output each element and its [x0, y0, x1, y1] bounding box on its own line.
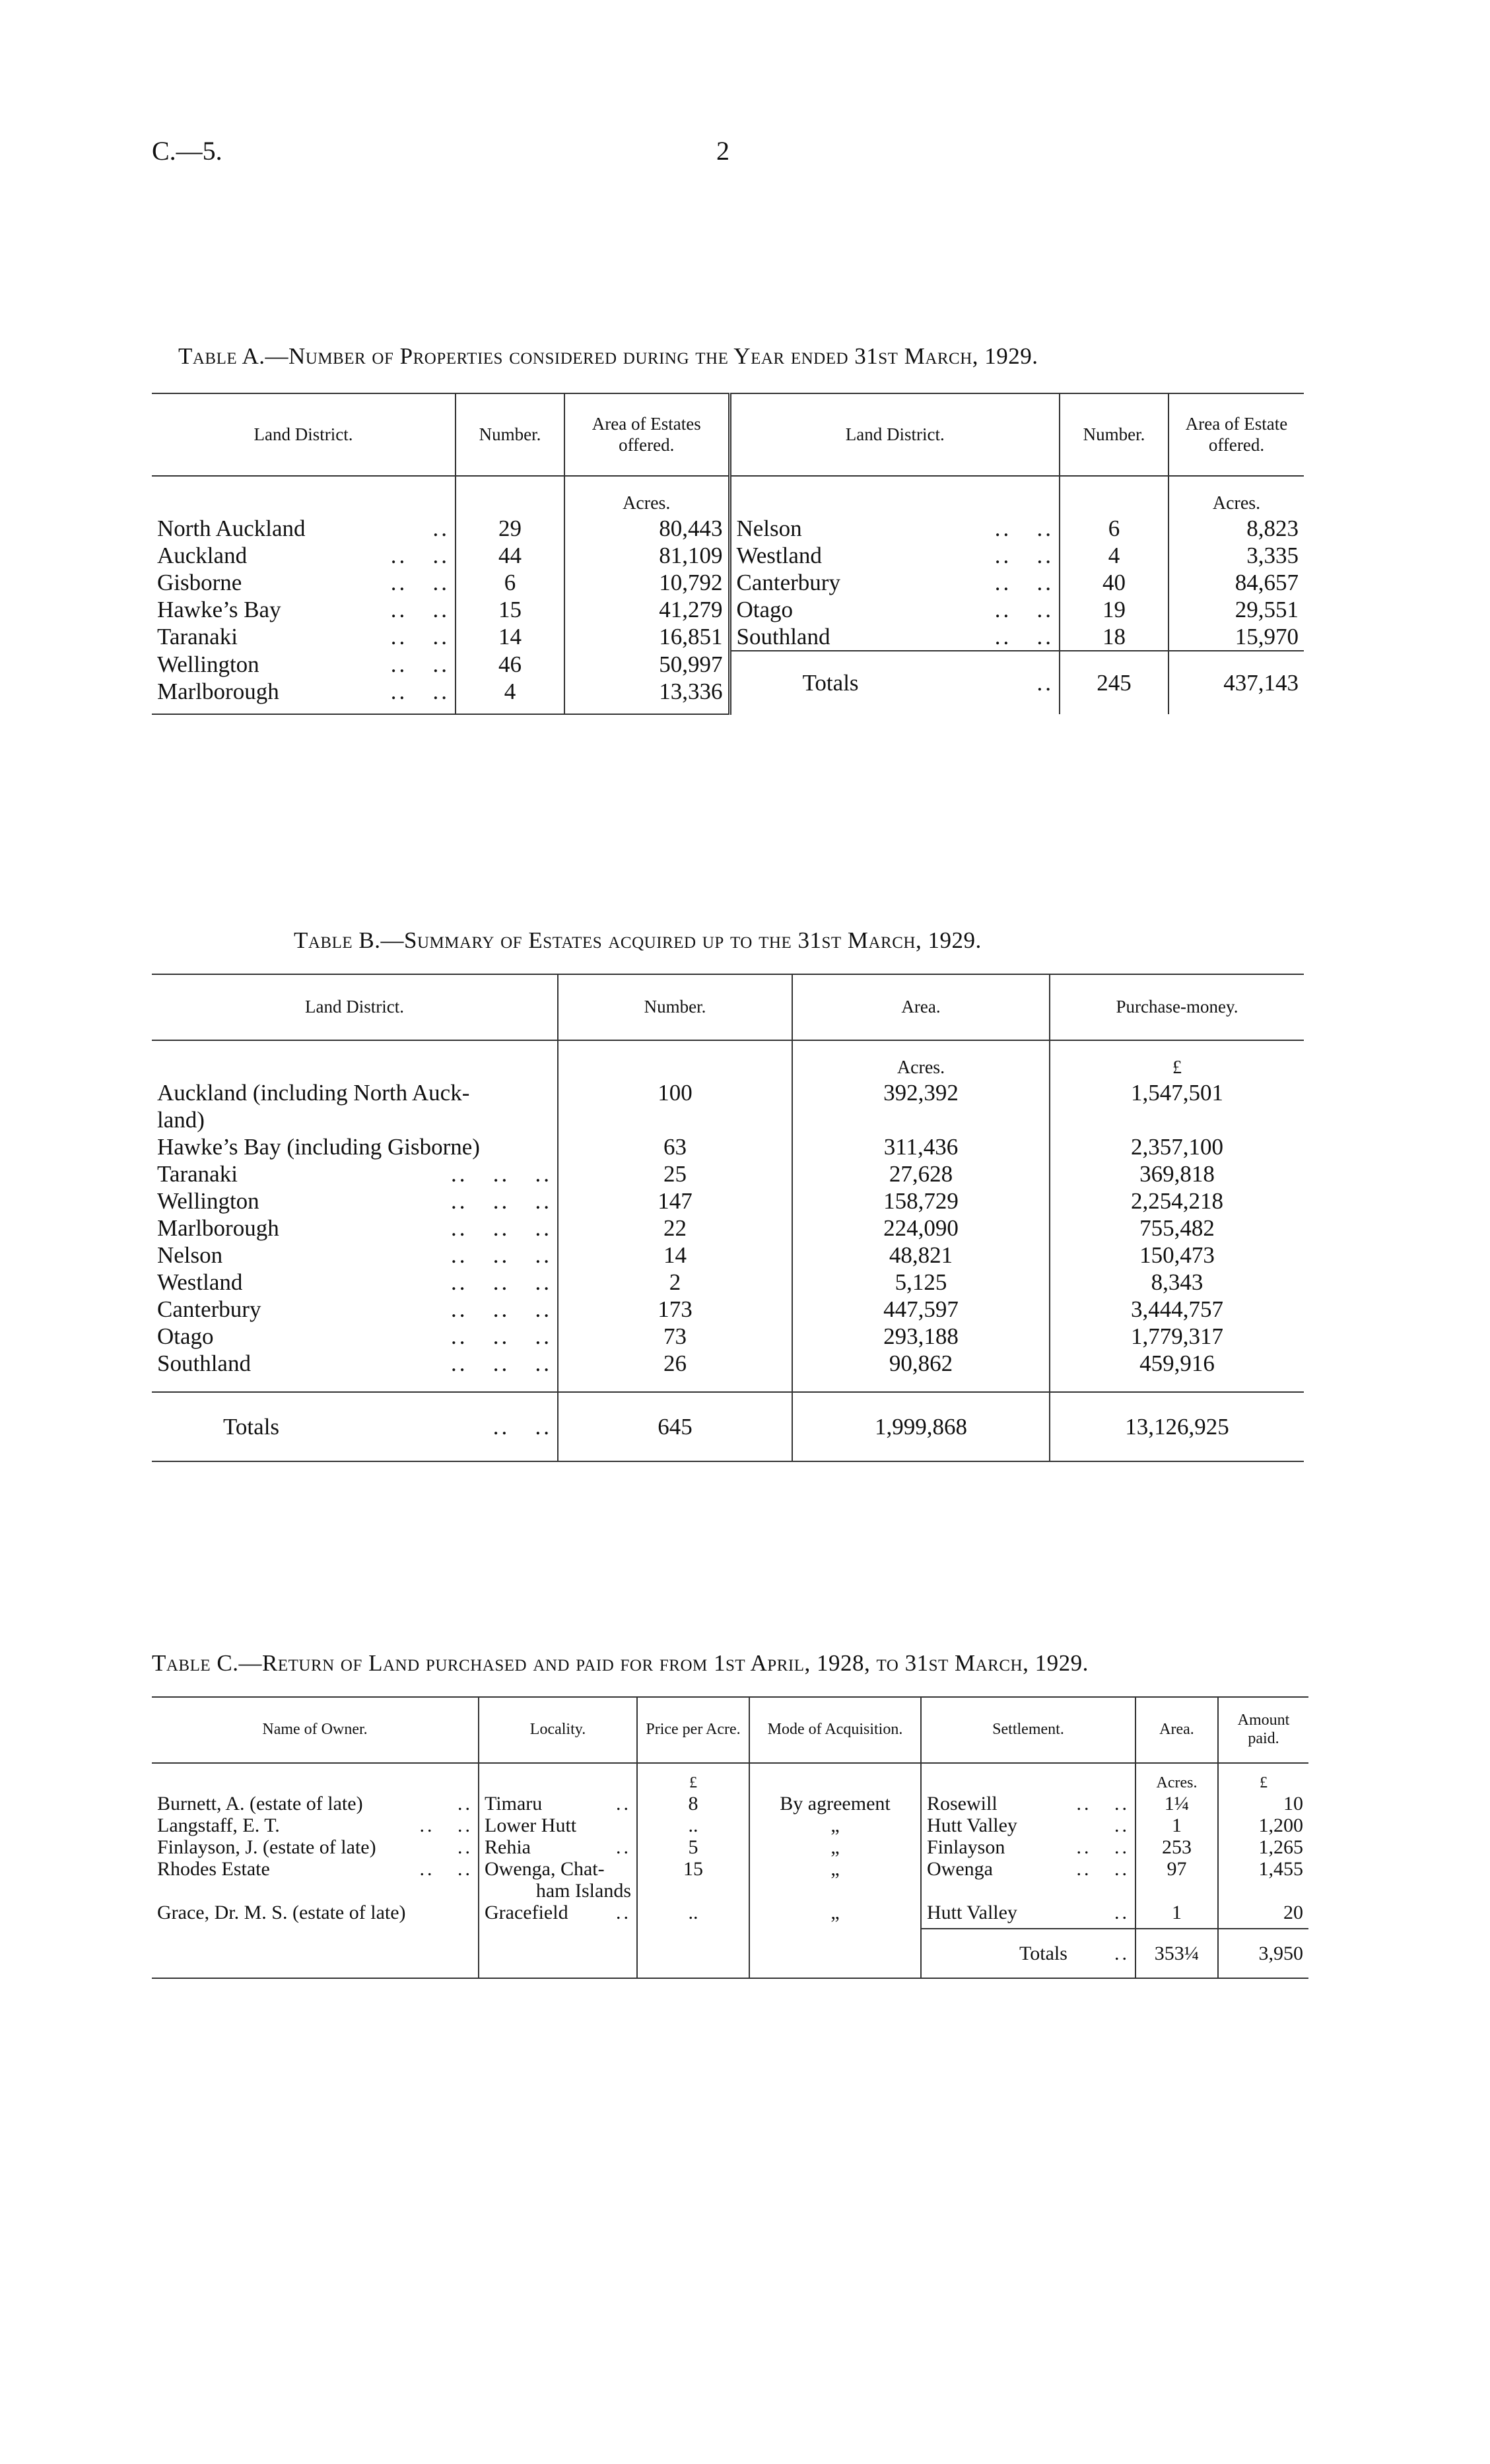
header-amount: Amount paid. — [1218, 1697, 1308, 1763]
area-cell: 1 — [1135, 1902, 1218, 1929]
area-cell: 392,392 — [792, 1079, 1050, 1106]
number-cell: 4 — [1060, 542, 1168, 569]
area-cell: 41,279 — [564, 596, 729, 623]
header-purchase-money: Purchase-money. — [1050, 974, 1304, 1040]
settlement-name: Owenga — [927, 1858, 993, 1880]
district-name: Hawke’s Bay (including Gisborne) — [157, 1134, 480, 1160]
table-a-header-row — [152, 393, 1304, 476]
purchase-cell: 1,779,317 — [1131, 1323, 1223, 1349]
number-cell: 100 — [558, 1079, 792, 1106]
purchase-cell: 2,254,218 — [1131, 1188, 1223, 1214]
table-row — [152, 1880, 1308, 1902]
purchase-cell: 150,473 — [1139, 1242, 1215, 1268]
header-mode: Mode of Acquisition. — [749, 1697, 921, 1763]
unit-label: £ — [1172, 1057, 1182, 1078]
locality-name: Owenga, Chat- — [485, 1858, 605, 1880]
settlement-name: Hutt Valley — [927, 1815, 1017, 1836]
area-cell: 27,628 — [792, 1160, 1050, 1187]
table-b — [152, 974, 1304, 1462]
district-name: Otago — [736, 597, 794, 622]
number-cell: 147 — [558, 1187, 792, 1215]
district-name: Wellington — [157, 651, 259, 677]
table-c-caption: Table C.—Return of Land purchased and paid for from 1st April, 1928, to 31st March, 1929. — [152, 1650, 1089, 1676]
district-name: Southland — [736, 624, 830, 649]
mode-cell: By agreement — [749, 1793, 921, 1815]
number-cell: 2 — [558, 1269, 792, 1296]
price-cell: 5 — [637, 1836, 749, 1858]
unit-label: £ — [637, 1763, 749, 1793]
table-row: Canterbury .. .. .. 173 447,597 3,444,757 — [152, 1296, 1304, 1323]
table-row: Wellington .. .. 46 50,997 Totals .. 245 437,143 — [152, 651, 1304, 678]
area-cell: 8,823 — [1246, 516, 1299, 541]
area-cell: 1¼ — [1135, 1793, 1218, 1815]
amount-cell: 10 — [1283, 1793, 1303, 1815]
purchase-cell: 755,482 — [1139, 1215, 1215, 1241]
document-reference: C.—5. — [152, 136, 222, 166]
area-cell: 224,090 — [792, 1215, 1050, 1242]
amount-cell: 20 — [1218, 1902, 1308, 1929]
table-row: Finlayson, J. (estate of late) .. Rehia .. 5 „ Finlayson .. .. 253 1,265 — [152, 1836, 1308, 1858]
locality-name: Timaru — [485, 1793, 543, 1815]
header-area: Area. — [792, 974, 1050, 1040]
table-row — [152, 1040, 1304, 1079]
number-cell: 26 — [558, 1350, 792, 1392]
number-cell: 44 — [456, 542, 564, 569]
table-row: Marlborough .. .. 4 13,336 — [152, 678, 1304, 714]
area-cell: 97 — [1135, 1858, 1218, 1880]
district-name: Canterbury — [157, 1296, 261, 1322]
unit-label: Acres. — [1212, 493, 1261, 514]
district-name: Canterbury — [736, 570, 840, 595]
district-name: Gisborne — [157, 570, 242, 595]
table-row: Burnett, A. (estate of late) .. Timaru .. 8 By agreement Rosewill .. .. 1¼ 10 — [152, 1793, 1308, 1815]
purchase-cell: 8,343 — [1151, 1269, 1203, 1295]
totals-amount: 3,950 — [1218, 1929, 1308, 1978]
unit-label: Acres. — [564, 476, 729, 515]
number-cell: 6 — [1060, 515, 1168, 542]
district-name: Otago — [157, 1323, 214, 1349]
price-cell: 8 — [637, 1793, 749, 1815]
table-row: Taranaki .. .. 14 16,851 Southland .. .. 18 15,970 — [152, 623, 1304, 651]
purchase-cell: 3,444,757 — [1131, 1296, 1223, 1322]
purchase-cell: 1,547,501 — [1131, 1080, 1223, 1106]
owner-name: Grace, Dr. M. S. (estate of late) — [157, 1902, 406, 1923]
area-cell: 5,125 — [792, 1269, 1050, 1296]
district-name: Wellington — [157, 1188, 259, 1214]
area-cell: 311,436 — [792, 1133, 1050, 1160]
price-cell: .. — [637, 1902, 749, 1929]
table-c — [152, 1696, 1308, 1979]
number-cell: 6 — [456, 569, 564, 596]
mode-cell: „ — [749, 1902, 921, 1929]
header-settlement: Settlement. — [921, 1697, 1135, 1763]
area-cell: 253 — [1135, 1836, 1218, 1858]
locality-name: Rehia — [485, 1836, 531, 1858]
purchase-cell: 369,818 — [1139, 1161, 1215, 1187]
table-row: Grace, Dr. M. S. (estate of late) Gracefield .. .. „ Hutt Valley .. 1 20 — [152, 1902, 1308, 1929]
amount-cell: 1,200 — [1258, 1815, 1303, 1836]
number-cell: 15 — [456, 596, 564, 623]
area-cell: 48,821 — [792, 1242, 1050, 1269]
totals-number: 245 — [1060, 651, 1168, 714]
area-cell: 50,997 — [564, 651, 729, 678]
table-b-header-row — [152, 974, 1304, 1040]
header-owner: Name of Owner. — [152, 1697, 479, 1763]
area-cell: 3,335 — [1246, 543, 1299, 568]
totals-area: 353¼ — [1135, 1929, 1218, 1978]
totals-area: 437,143 — [1223, 670, 1299, 696]
table-row — [152, 1133, 1304, 1160]
table-row: Rhodes Estate .. .. Owenga, Chat- 15 „ Owenga .. .. 97 1,455 — [152, 1858, 1308, 1880]
totals-label: Totals — [223, 1414, 280, 1440]
number-cell: 29 — [456, 515, 564, 542]
district-name: Nelson — [157, 1242, 223, 1268]
header-land-district: Land District. — [152, 974, 558, 1040]
area-cell: 80,443 — [564, 515, 729, 542]
totals-label: Totals — [1019, 1943, 1067, 1964]
district-name: Auckland — [157, 543, 248, 568]
table-row: Hawke’s Bay .. .. 15 41,279 Otago .. .. 19 29,551 — [152, 596, 1304, 623]
locality-name-cont: ham Islands — [479, 1880, 637, 1902]
number-cell: 40 — [1060, 569, 1168, 596]
area-cell: 81,109 — [564, 542, 729, 569]
number-cell: 173 — [558, 1296, 792, 1323]
table-row: Langstaff, E. T. .. .. Lower Hutt .. „ Hutt Valley .. 1 1,200 — [152, 1815, 1308, 1836]
locality-name: Gracefield — [485, 1902, 568, 1923]
settlement-name: Finlayson — [927, 1836, 1005, 1858]
unit-label: Acres. — [792, 1040, 1050, 1079]
area-cell: 158,729 — [792, 1187, 1050, 1215]
header-land-district: Land District. — [152, 393, 456, 476]
mode-cell: „ — [749, 1858, 921, 1880]
number-cell: 14 — [456, 623, 564, 651]
totals-purchase: 13,126,925 — [1050, 1392, 1304, 1461]
totals-number: 645 — [558, 1392, 792, 1461]
table-a — [152, 393, 1304, 715]
area-cell: 16,851 — [564, 623, 729, 651]
table-row: Otago .. .. .. 73 293,188 1,779,317 — [152, 1323, 1304, 1350]
totals-area: 1,999,868 — [792, 1392, 1050, 1461]
table-a-caption: Table A.—Number of Properties considered during the Year ended 31st March, 1929. — [178, 343, 1038, 369]
area-cell: 1 — [1135, 1815, 1218, 1836]
table-row: Nelson .. .. .. 14 48,821 150,473 — [152, 1242, 1304, 1269]
header-number: Number. — [456, 393, 564, 476]
owner-name: Rhodes Estate — [157, 1858, 270, 1880]
page-header — [152, 135, 1307, 175]
number-cell: 73 — [558, 1323, 792, 1350]
table-row: Westland .. .. .. 2 5,125 8,343 — [152, 1269, 1304, 1296]
owner-name: Burnett, A. (estate of late) — [157, 1793, 363, 1815]
owner-name: Langstaff, E. T. — [157, 1815, 280, 1836]
unit-label: £ — [1260, 1774, 1268, 1791]
table-row: Wellington .. .. .. 147 158,729 2,254,218 — [152, 1187, 1304, 1215]
locality-name: Lower Hutt — [485, 1815, 577, 1836]
settlement-name: Rosewill — [927, 1793, 998, 1815]
settlement-name: Hutt Valley — [927, 1902, 1017, 1923]
unit-label: Acres. — [1135, 1763, 1218, 1793]
area-cell: 447,597 — [792, 1296, 1050, 1323]
district-name: Westland — [157, 1269, 243, 1295]
number-cell: 46 — [456, 651, 564, 678]
number-cell: 14 — [558, 1242, 792, 1269]
district-name: Marlborough — [157, 679, 279, 704]
header-area: Area. — [1135, 1697, 1218, 1763]
district-name: Nelson — [736, 516, 802, 541]
table-row — [152, 1763, 1308, 1793]
amount-cell: 1,265 — [1258, 1836, 1303, 1858]
area-cell: 293,188 — [792, 1323, 1050, 1350]
page-number: 2 — [716, 136, 729, 166]
table-row — [152, 476, 1304, 515]
table-row — [152, 1079, 1304, 1106]
table-c-totals-row: Totals .. 353¼ 3,950 — [152, 1929, 1308, 1978]
area-cell: 29,551 — [1235, 597, 1299, 622]
table-c-header-row — [152, 1697, 1308, 1763]
header-locality: Locality. — [479, 1697, 637, 1763]
district-name: Auckland (including North Auck- — [157, 1080, 470, 1106]
table-row: Taranaki .. .. .. 25 27,628 369,818 — [152, 1160, 1304, 1187]
header-number: Number. — [1060, 393, 1168, 476]
purchase-cell: 2,357,100 — [1131, 1134, 1223, 1160]
district-name-cont: land) — [152, 1106, 558, 1133]
header-area: Area of Estate offered. — [1168, 393, 1304, 476]
district-name: Taranaki — [157, 624, 238, 649]
table-row — [152, 1106, 1304, 1133]
mode-cell: „ — [749, 1836, 921, 1858]
area-cell: 84,657 — [1235, 570, 1299, 595]
header-number: Number. — [558, 974, 792, 1040]
area-cell: 10,792 — [564, 569, 729, 596]
number-cell: 4 — [456, 678, 564, 714]
district-name: Westland — [736, 543, 822, 568]
purchase-cell: 459,916 — [1139, 1350, 1215, 1376]
number-cell: 18 — [1060, 623, 1168, 651]
price-cell: 15 — [637, 1858, 749, 1880]
totals-label: Totals — [802, 670, 859, 696]
area-cell: 13,336 — [564, 678, 729, 714]
district-name: Hawke’s Bay — [157, 597, 281, 622]
table-row: Marlborough .. .. .. 22 224,090 755,482 — [152, 1215, 1304, 1242]
amount-cell: 1,455 — [1258, 1858, 1303, 1880]
number-cell: 19 — [1060, 596, 1168, 623]
district-name: North Auckland — [157, 516, 306, 541]
area-cell: 15,970 — [1168, 623, 1304, 651]
table-b-totals-row: Totals .. .. 645 1,999,868 13,126,925 — [152, 1392, 1304, 1461]
header-land-district: Land District. — [729, 393, 1060, 476]
number-cell: 63 — [558, 1133, 792, 1160]
district-name: Marlborough — [157, 1215, 279, 1241]
district-name: Taranaki — [157, 1161, 238, 1187]
area-cell: 90,862 — [792, 1350, 1050, 1392]
price-cell: .. — [637, 1815, 749, 1836]
number-cell: 25 — [558, 1160, 792, 1187]
table-b-caption: Table B.—Summary of Estates acquired up to the 31st March, 1929. — [294, 927, 982, 953]
header-area: Area of Estates offered. — [564, 393, 729, 476]
number-cell: 22 — [558, 1215, 792, 1242]
table-row: Auckland .. .. 44 81,109 Westland .. .. 4 3,335 — [152, 542, 1304, 569]
table-row: Gisborne .. .. 6 10,792 Canterbury .. .. 40 84,657 — [152, 569, 1304, 596]
header-price: Price per Acre. — [637, 1697, 749, 1763]
owner-name: Finlayson, J. (estate of late) — [157, 1836, 376, 1858]
mode-cell: „ — [749, 1815, 921, 1836]
table-row: Southland .. .. .. 26 90,862 459,916 — [152, 1350, 1304, 1392]
table-row: North Auckland .. 29 80,443 Nelson .. .. 6 8,823 — [152, 515, 1304, 542]
district-name: Southland — [157, 1350, 251, 1376]
